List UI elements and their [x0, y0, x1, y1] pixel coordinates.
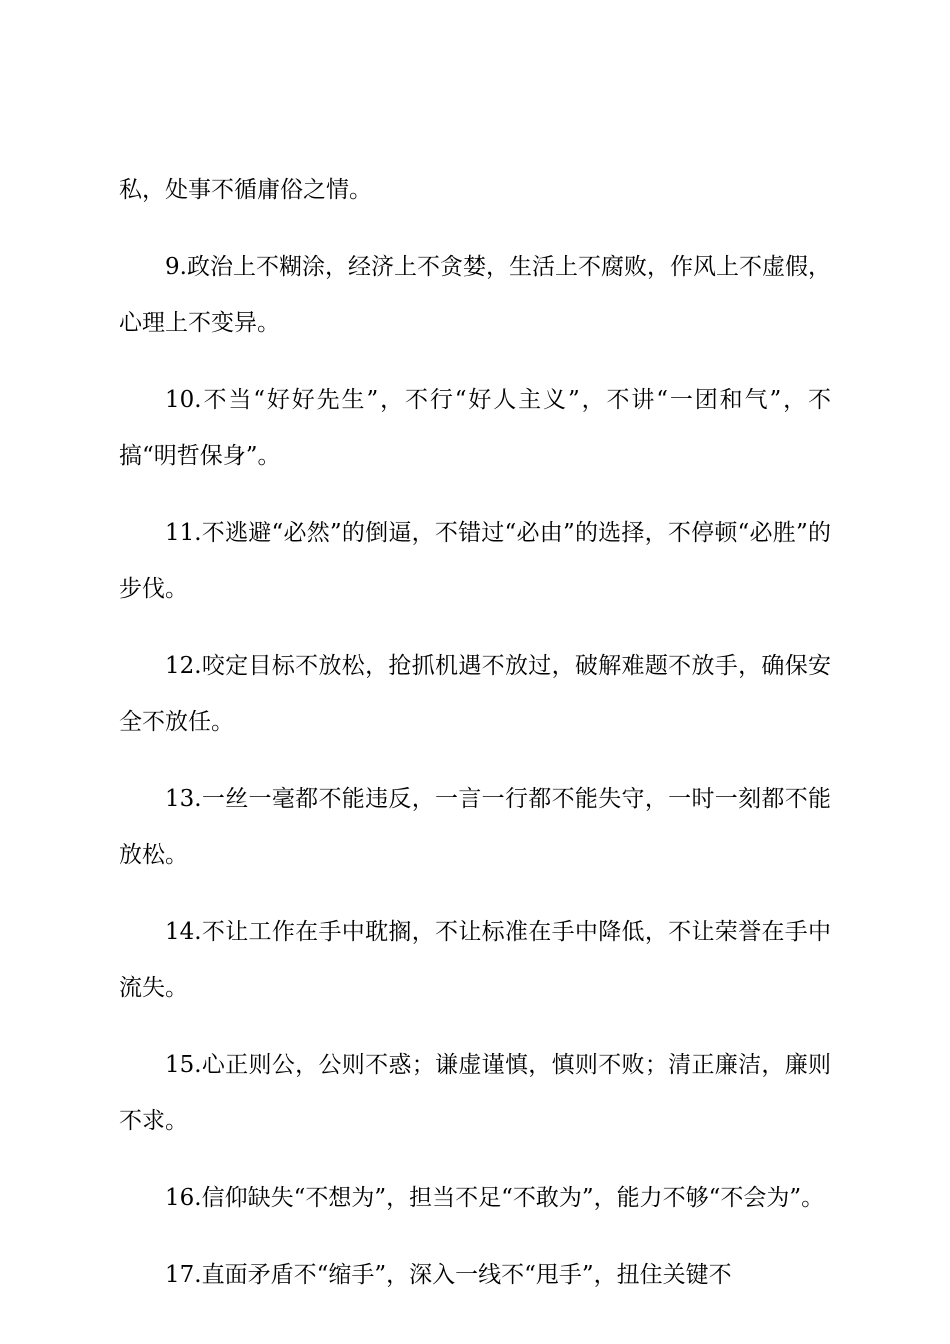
paragraph-item-12: 12.咬定目标不放松，抢抓机遇不放过，破解难题不放手，确保安全不放任。 [119, 653, 831, 735]
paragraph-item-15: 15.心正则公，公则不惑；谦虚谨慎，慎则不败；清正廉洁，廉则不求。 [119, 1052, 831, 1134]
paragraph-item-14: 14.不让工作在手中耽搁，不让标准在手中降低，不让荣誉在手中流失。 [119, 919, 831, 1001]
paragraph-continuation: 私，处事不循庸俗之情。 [119, 177, 372, 203]
paragraph-item-11: 11.不逃避“必然”的倒逼，不错过“必由”的选择，不停顿“必胜”的步伐。 [119, 520, 831, 602]
paragraph-item-9: 9.政治上不糊涂，经济上不贪婪，生活上不腐败，作风上不虚假，心理上不变异。 [119, 254, 831, 336]
paragraph-item-16: 16.信仰缺失“不想为”，担当不足“不敢为”，能力不够“不会为”。 [165, 1185, 825, 1211]
paragraph-item-13: 13.一丝一毫都不能违反，一言一行都不能失守，一时一刻都不能放松。 [119, 786, 831, 868]
paragraph-item-17: 17.直面矛盾不“缩手”，深入一线不“甩手”，扭住关键不 [165, 1262, 732, 1288]
paragraph-item-10: 10.不当“好好先生”，不行“好人主义”，不讲“一团和气”，不搞“明哲保身”。 [119, 387, 831, 469]
document-body [119, 162, 831, 1324]
